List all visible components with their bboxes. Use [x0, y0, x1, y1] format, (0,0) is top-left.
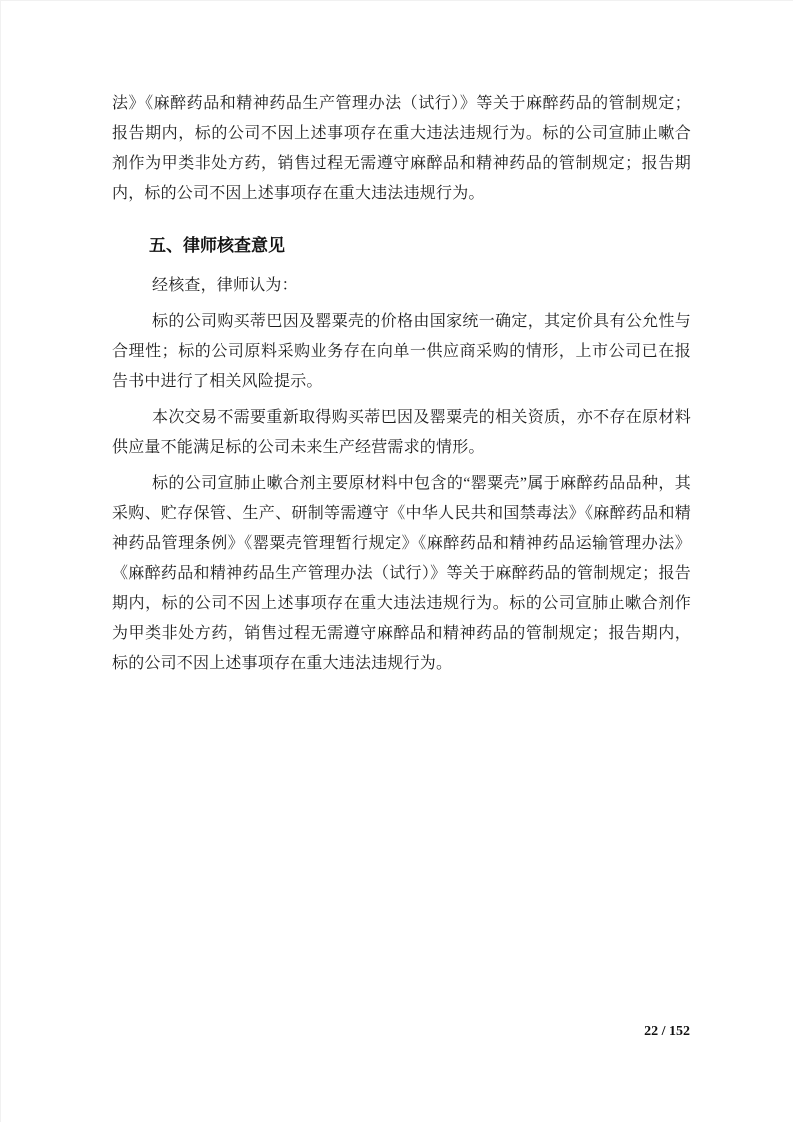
paragraph-regulation-opinion: 标的公司宣肺止嗽合剂主要原材料中包含的“罂粟壳”属于麻醉药品品种，其采购、贮存保管、生产、研制等需遵守《中华人民共和国禁毒法》《麻醉药品和精神药品管理条例》《罂粟壳管理暂行规定》《麻醉药品和精神药品运输管理办法》《麻醉药品和精神药品生产管理办法（试行）》等关于麻醉药品的管制规定；报告期内，标的公司不因上述事项存在重大违法违规行为。标的公司宣肺止嗽合剂作为甲类非处方药，销售过程无需遵守麻醉品和精神药品的管制规定；报告期内，标的公司不因上述事项存在重大违法违规行为。 [112, 475, 691, 672]
paragraph-lawyer-intro: 经核查，律师认为： [152, 277, 298, 294]
document-body [112, 89, 691, 685]
paragraph-continuation: 法》《麻醉药品和精神药品生产管理办法（试行）》等关于麻醉药品的管制规定；报告期内，标的公司不因上述事项存在重大违法违规行为。标的公司宣肺止嗽合剂作为甲类非处方药，销售过程无需遵守麻醉品和精神药品的管制规定；报告期内，标的公司不因上述事项存在重大违法违规行为。 [112, 95, 691, 202]
paragraph-pricing-opinion: 标的公司购买蒂巴因及罂粟壳的价格由国家统一确定，其定价具有公允性与合理性；标的公司原料采购业务存在向单一供应商采购的情形，上市公司已在报告书中进行了相关风险提示。 [112, 313, 691, 390]
page-number: 22 / 152 [644, 1024, 690, 1039]
paragraph-qualification-opinion: 本次交易不需要重新取得购买蒂巴因及罂粟壳的相关资质，亦不存在原材料供应量不能满足标的公司未来生产经营需求的情形。 [112, 409, 691, 456]
section-heading: 五、律师核查意见 [149, 236, 285, 255]
